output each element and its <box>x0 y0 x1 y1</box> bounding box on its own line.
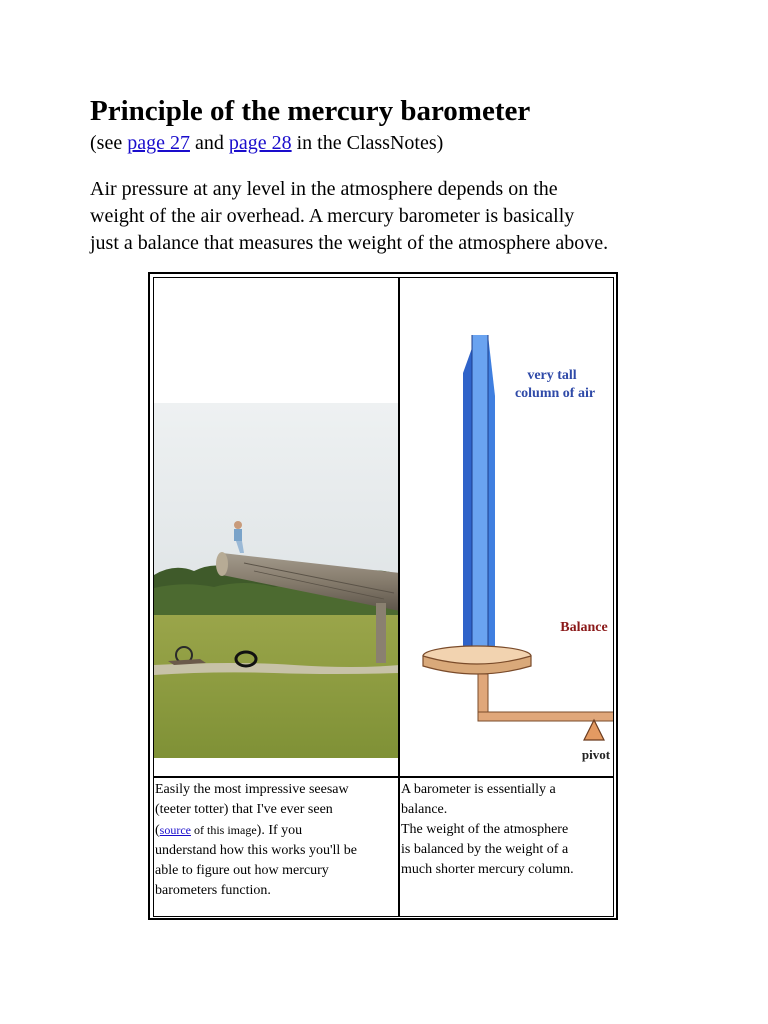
paren-open: ( <box>155 823 160 838</box>
air-column-left-face <box>463 348 472 666</box>
barometer-caption-line-4: is balanced by the weight of a <box>401 842 569 857</box>
intro-paragraph <box>90 176 710 257</box>
pivot-triangle <box>584 720 604 740</box>
figure-table <box>148 272 618 920</box>
balance-label: Balance <box>560 620 608 635</box>
seesaw-caption <box>154 778 398 901</box>
page-title: Principle of the mercury barometer <box>90 95 531 127</box>
source-suffix: of this image <box>191 823 257 837</box>
barometer-caption-line-5: much shorter mercury column. <box>401 862 574 877</box>
air-column-right-face <box>488 335 495 650</box>
column-label-line-2: column of air <box>514 386 596 401</box>
column-label-line-1: very tall <box>527 368 577 383</box>
barometer-caption-line-1: A barometer is essentially a <box>401 782 556 797</box>
seesaw-caption-line-6: barometers function. <box>155 883 271 898</box>
subtitle-middle: and <box>189 132 229 154</box>
intro-line-1: Air pressure at any level in the atmosphere depends on the <box>90 178 558 200</box>
seesaw-caption-line-3-rest: ). If you <box>256 823 303 838</box>
barometer-caption-cell <box>399 777 614 917</box>
air-column-front-face <box>472 335 488 658</box>
seesaw-caption-line-2: (teeter totter) that I've ever seen <box>155 802 333 817</box>
seesaw-caption-line-5: able to figure out how mercury <box>155 863 329 878</box>
barometer-caption <box>400 778 613 880</box>
intro-line-2: weight of the air overhead. A mercury barometer is basically <box>90 205 575 227</box>
seesaw-photo-cell <box>153 277 399 777</box>
balance-diagram <box>400 278 614 777</box>
intro-line-3: just a balance that measures the weight of the atmosphere above. <box>90 232 609 254</box>
seesaw-photo <box>154 403 399 758</box>
page-subtitle <box>90 130 443 156</box>
balance-diagram-cell <box>399 277 614 777</box>
seesaw-caption-line-4: understand how this works you'll be <box>155 843 358 858</box>
subtitle-suffix: in the ClassNotes) <box>291 132 444 154</box>
subtitle-prefix: (see <box>90 132 128 154</box>
seesaw-caption-line-3 <box>155 820 397 841</box>
page-27-link[interactable]: page 27 <box>127 132 190 154</box>
pivot-label: pivot <box>581 747 611 762</box>
barometer-caption-line-2: balance. <box>401 802 448 817</box>
source-link[interactable]: source <box>159 823 191 837</box>
page-28-link[interactable]: page 28 <box>228 132 292 154</box>
barometer-caption-line-3: The weight of the atmosphere <box>401 822 569 837</box>
seesaw-caption-line-1: Easily the most impressive seesaw <box>155 782 349 797</box>
seesaw-caption-cell <box>153 777 399 917</box>
